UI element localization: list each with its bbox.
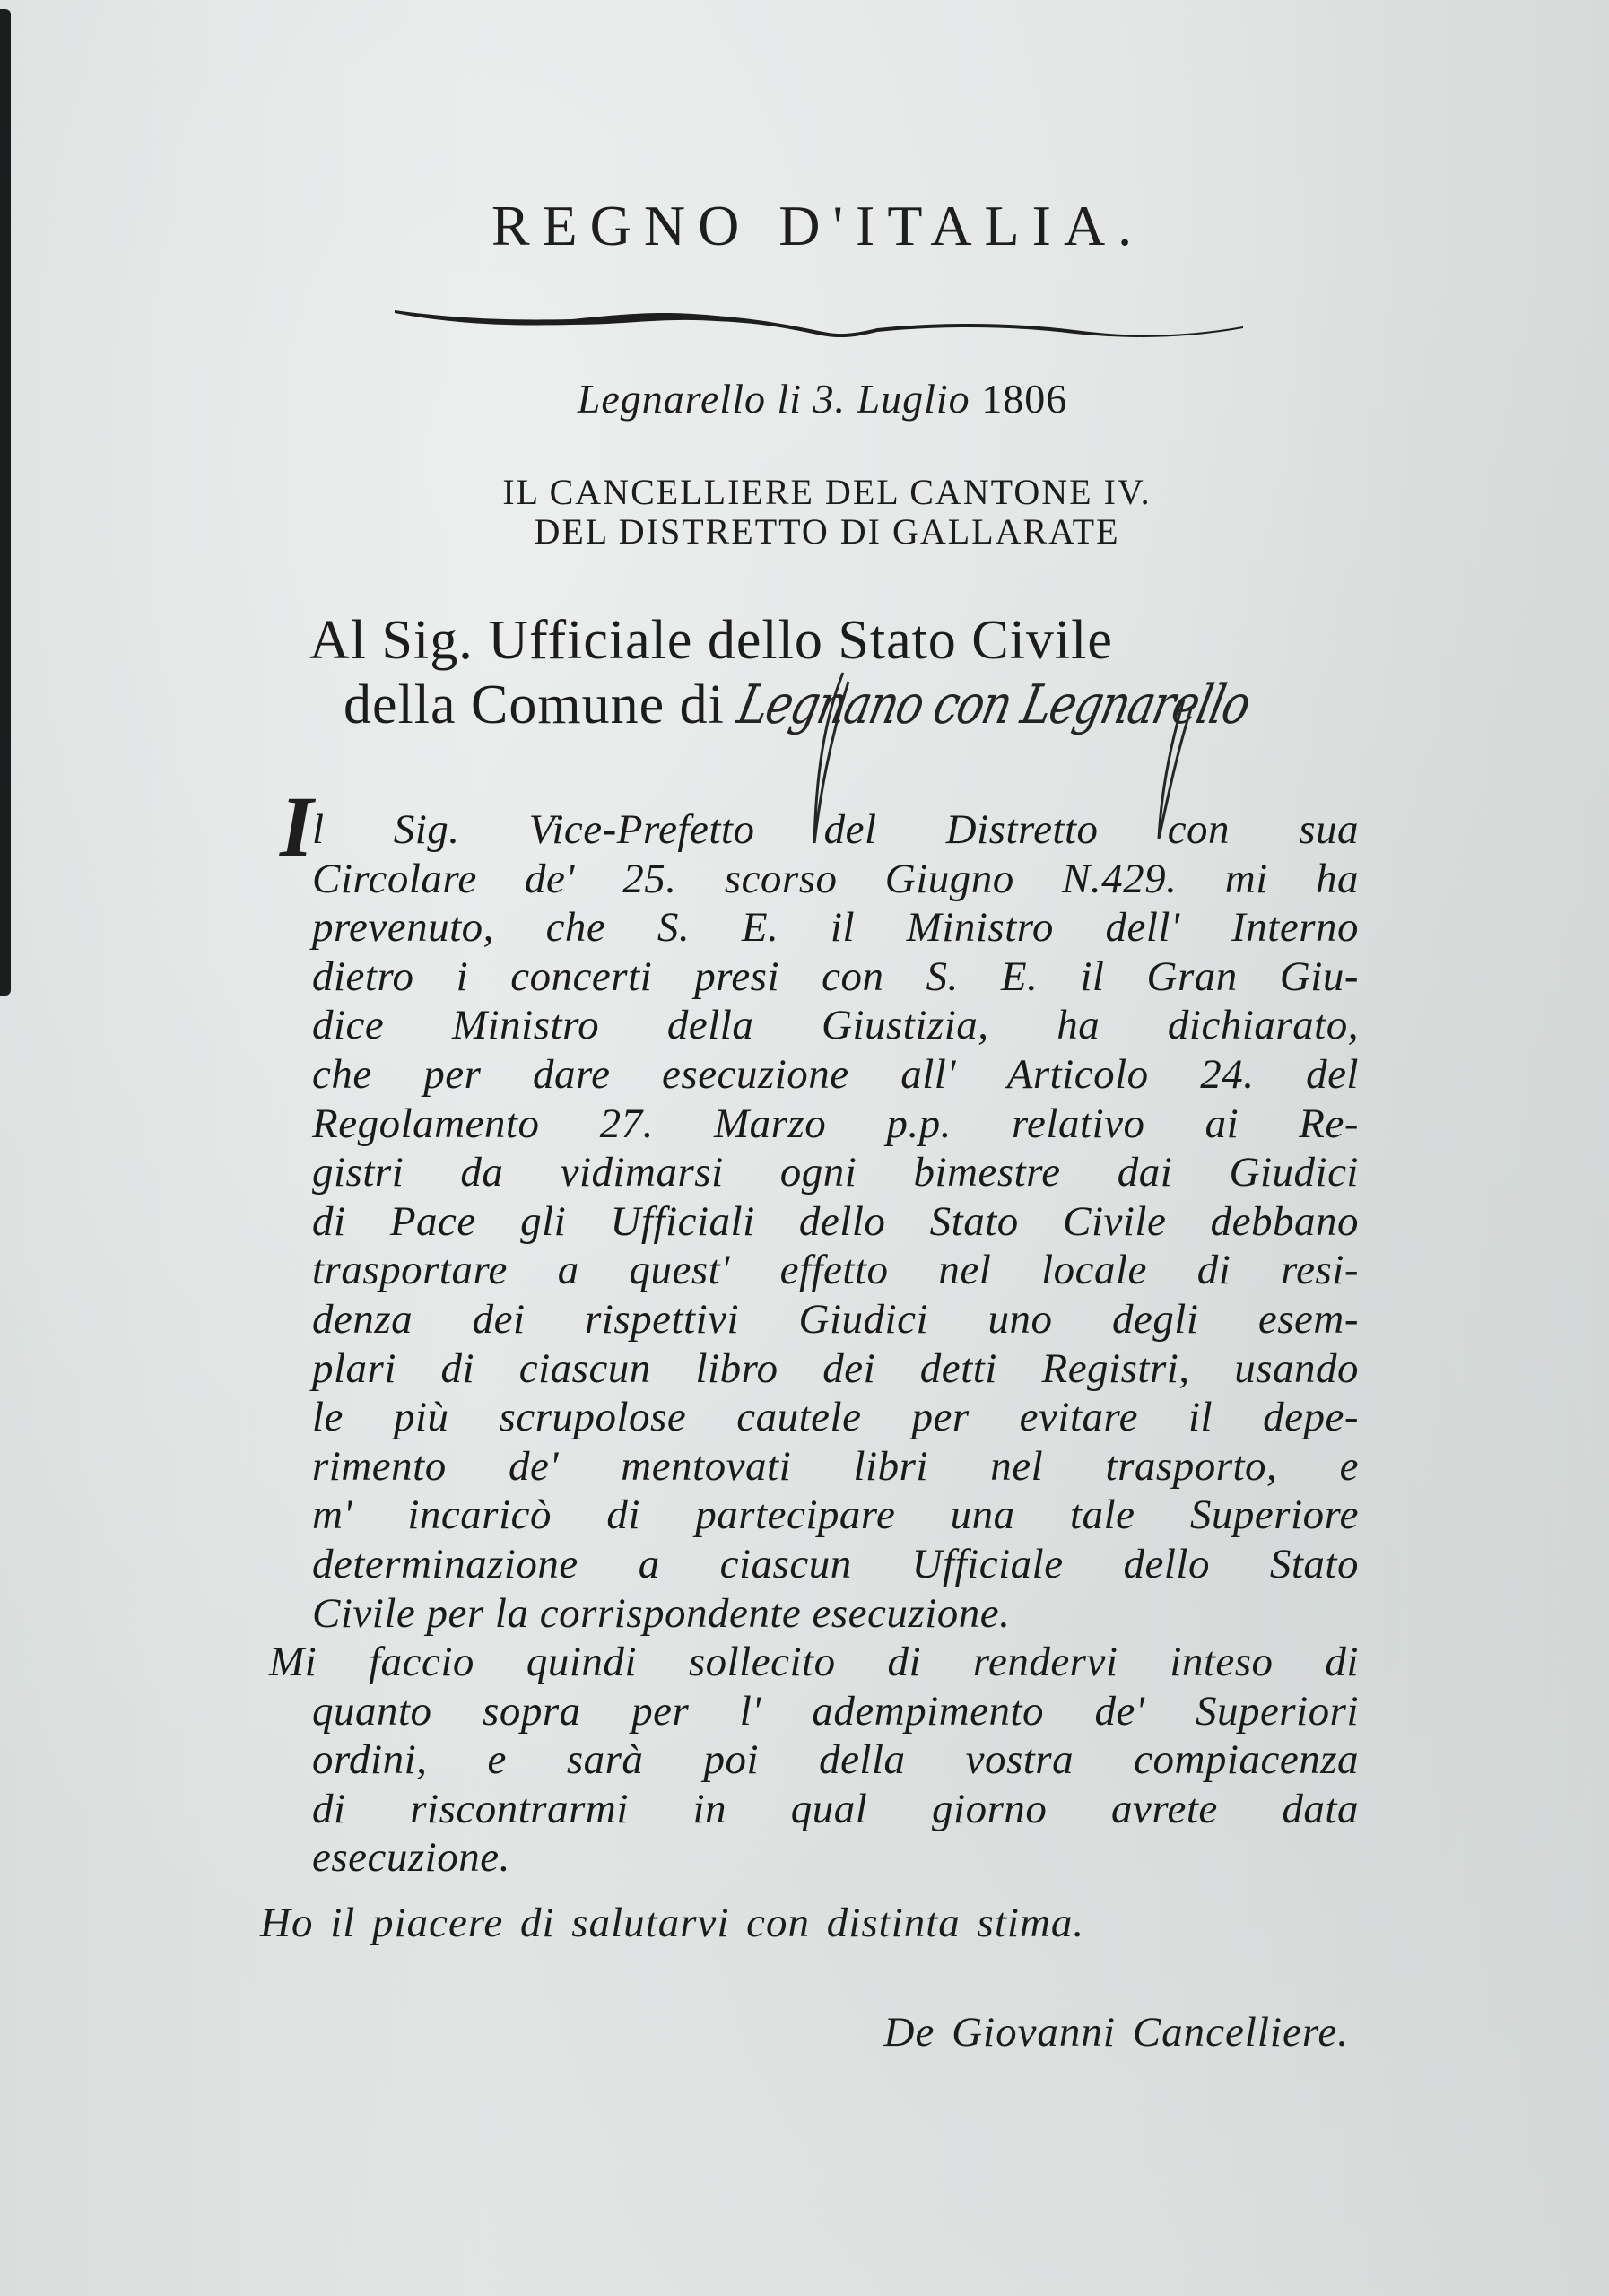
- body-line: di riscontrarmi in qual giorno avrete data: [312, 1785, 1359, 1832]
- body-line: di Pace gli Ufficiali dello Stato Civile debbano: [312, 1197, 1359, 1245]
- body-line: ordini, e sarà poi della vostra compiacenza: [312, 1736, 1359, 1784]
- body-line: Mi faccio quindi sollecito di rendervi inteso di: [269, 1639, 1359, 1686]
- signature-line: De Giovanni Cancelliere.: [883, 2009, 1349, 2056]
- issuer-line: DEL DISTRETTO DI GALLARATE: [534, 511, 1120, 552]
- addressee-line-1: Al Sig. Ufficiale dello Stato Civile: [309, 610, 1113, 671]
- dateline-place-date: Legnarello li 3. Luglio: [577, 376, 970, 422]
- body-line: prevenuto, che S. E. il Ministro dell' Interno: [312, 904, 1359, 952]
- issuer-block: [0, 473, 1609, 552]
- body-line: Civile per la corrispondente esecuzione.: [312, 1589, 1011, 1637]
- body-line: trasportare a quest' effetto nel locale di resi-: [312, 1247, 1359, 1294]
- body-line: dice Ministro della Giustizia, ha dichiarato,: [312, 1002, 1359, 1049]
- handwritten-commune: Legnano con Legnarello: [732, 674, 1256, 736]
- body-line: esecuzione.: [312, 1834, 510, 1882]
- document-title: REGNO D'ITALIA.: [491, 194, 1145, 257]
- drop-cap: I: [280, 778, 314, 874]
- body-line: determinazione a ciascun Ufficiale dello Stato: [312, 1540, 1359, 1587]
- dateline-year: 1806: [981, 376, 1068, 422]
- body-text: [269, 778, 1359, 1883]
- issuer-line: IL CANCELLIERE DEL CANTONE IV.: [502, 472, 1152, 512]
- body-line: quanto sopra per l' adempimento de' Superiori: [312, 1687, 1359, 1735]
- body-line: rimento de' mentovati libri nel trasporto, e: [312, 1442, 1359, 1490]
- body-line: denza dei rispettivi Giudici uno degli esem-: [312, 1295, 1359, 1343]
- addressee-block: [309, 608, 1475, 737]
- body-line: l Sig. Vice-Prefetto del Distretto con sua: [312, 806, 1359, 853]
- closing-line: Ho il piacere di salutarvi con distinta stima.: [260, 1900, 1085, 1946]
- body-line: le più scrupolose cautele per evitare il depe-: [312, 1394, 1359, 1441]
- body-line: gistri da vidimarsi ogni bimestre dai Giudici: [312, 1149, 1359, 1196]
- body-line: m' incaricò di partecipare una tale Superiore: [312, 1492, 1359, 1539]
- addressee-printed: della Comune di: [344, 674, 725, 735]
- body-line: Regolamento 27. Marzo p.p. relativo ai Re-: [312, 1100, 1359, 1147]
- body-line: che per dare esecuzione all' Articolo 24. del: [312, 1050, 1359, 1098]
- rule-swell-path: [395, 310, 1243, 337]
- addressee-line-2: [309, 673, 1475, 737]
- decorative-rule: [393, 298, 1245, 337]
- body-line: Circolare de' 25. scorso Giugno N.429. mi ha: [312, 855, 1359, 902]
- dateline: [0, 375, 1609, 422]
- body-line: dietro i concerti presi con S. E. il Gran Giu-: [312, 952, 1359, 1000]
- body-line: plari di ciascun libro dei detti Registri, usando: [312, 1344, 1359, 1392]
